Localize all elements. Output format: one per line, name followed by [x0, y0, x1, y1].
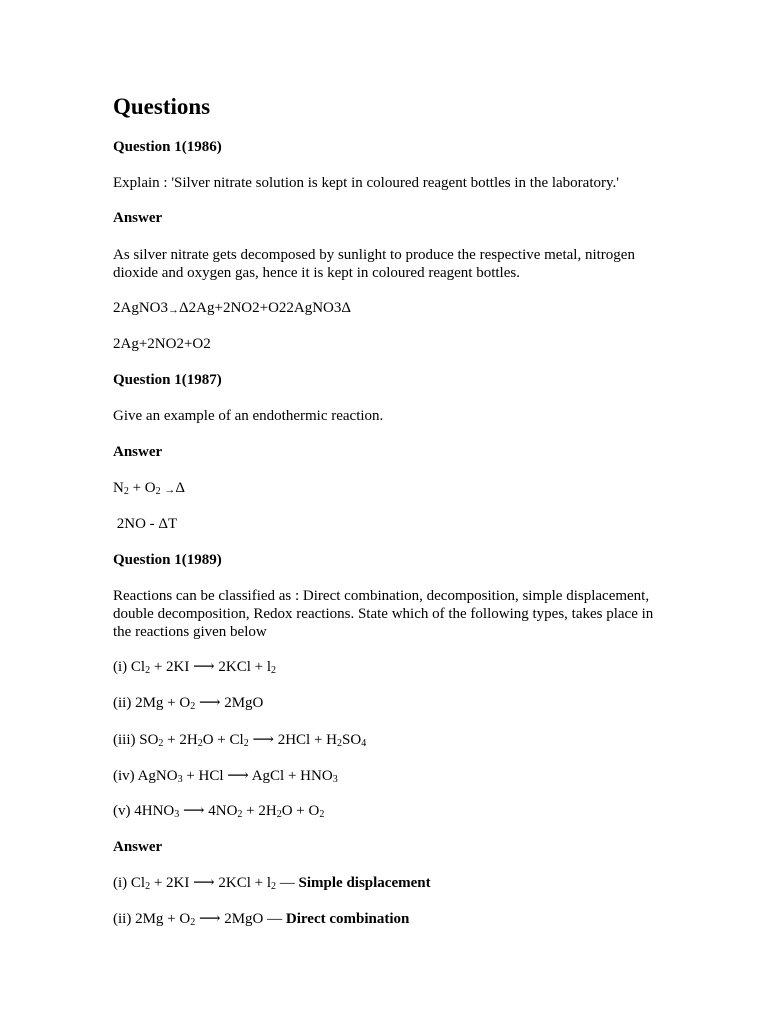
- question-text: Explain : 'Silver nitrate solution is kept in coloured reagent bottles in the laboratory.': [113, 175, 619, 191]
- question-title: Question 1(1987): [113, 372, 222, 388]
- answer-label: Answer: [113, 839, 163, 855]
- subscript: 2: [319, 809, 325, 820]
- subscript: 2: [243, 738, 249, 749]
- equation-part: N: [113, 480, 124, 496]
- subscript: 2: [155, 486, 161, 497]
- subscript: 2: [276, 809, 282, 820]
- question-text: Give an example of an endothermic reaction.: [113, 408, 384, 424]
- equation-part: ⟶ 2MgO: [195, 695, 264, 711]
- equation-part: (v) 4HNO: [113, 803, 175, 819]
- subscript: 3: [177, 774, 183, 785]
- equation-line: [113, 299, 351, 319]
- subscript: 2: [145, 881, 151, 892]
- page-title: Questions: [113, 94, 211, 119]
- equation-lhs: 2AgNO3: [113, 300, 168, 316]
- equation-part: (i) Cl: [113, 875, 146, 891]
- equation-part: + O: [128, 480, 156, 496]
- equation-part: ⟶ 4NO: [179, 803, 238, 819]
- equation-part: + 2KI ⟶ 2KCl + l: [150, 659, 272, 675]
- reaction-line: [113, 694, 263, 712]
- equation-part: + 2H: [242, 803, 277, 819]
- arrow-icon: →: [164, 484, 176, 496]
- equation-part: (ii) 2Mg + O: [113, 911, 191, 927]
- subscript: 2: [271, 665, 277, 676]
- equation-part: SO: [342, 732, 362, 748]
- answer-line: [113, 874, 431, 892]
- subscript: 3: [332, 774, 338, 785]
- equation-part: (i) Cl: [113, 659, 146, 675]
- equation-part: + 2H: [163, 732, 198, 748]
- subscript: 2: [145, 665, 151, 676]
- reaction-line: [113, 767, 338, 785]
- reaction-line: [113, 658, 276, 676]
- equation-part: (ii) 2Mg + O: [113, 695, 191, 711]
- subscript: 2: [237, 809, 243, 820]
- equation-part: ⟶ 2MgO —: [195, 911, 286, 927]
- question-title: Question 1(1989): [113, 552, 222, 568]
- equation-part: O + O: [281, 803, 320, 819]
- subscript: 2: [271, 881, 277, 892]
- equation-part: (iii) SO: [113, 732, 159, 748]
- equation-part: ⟶ 2HCl + H: [248, 732, 337, 748]
- question-title: Question 1(1986): [113, 139, 222, 155]
- answer-line: [113, 910, 409, 928]
- equation-part: O + Cl: [202, 732, 244, 748]
- subscript: 2: [123, 486, 129, 497]
- equation-line: [113, 479, 185, 499]
- subscript: 2: [190, 917, 196, 928]
- equation-part: + 2KI ⟶ 2KCl + l: [150, 875, 272, 891]
- reaction-type: Direct combination: [285, 911, 410, 927]
- answer-text: As silver nitrate gets decomposed by sunlight to produce the respective metal, nitrogen dioxide and oxygen gas, hence it is kept in coloured reagent bottles.: [113, 247, 635, 281]
- answer-label: Answer: [113, 444, 163, 460]
- equation-products: 2Ag+2NO2+O2: [113, 336, 211, 352]
- arrow-icon: →: [168, 304, 179, 316]
- equation-part: (iv) AgNO: [113, 768, 178, 784]
- equation-products: 2NO - ΔT: [113, 516, 178, 532]
- reaction-line: [113, 802, 324, 820]
- equation-part: —: [276, 875, 299, 891]
- delta-symbol: Δ: [175, 480, 186, 496]
- reaction-type: Simple displacement: [298, 875, 431, 891]
- answer-label: Answer: [113, 210, 163, 226]
- question-text: Reactions can be classified as : Direct combination, decomposition, simple displacement, double decomposition, Redox reactions. State which of the following types, takes place in the reactions given below: [113, 588, 654, 640]
- subscript: 3: [174, 809, 180, 820]
- subscript: 4: [361, 738, 367, 749]
- subscript: 2: [197, 738, 203, 749]
- subscript: 2: [190, 701, 196, 712]
- equation-rhs: Δ2Ag+2NO2+O22AgNO3Δ: [179, 300, 352, 316]
- reaction-line: [113, 731, 366, 749]
- subscript: 2: [337, 738, 342, 749]
- subscript: 2: [158, 738, 164, 749]
- equation-part: + HCl ⟶ AgCl + HNO: [182, 768, 333, 784]
